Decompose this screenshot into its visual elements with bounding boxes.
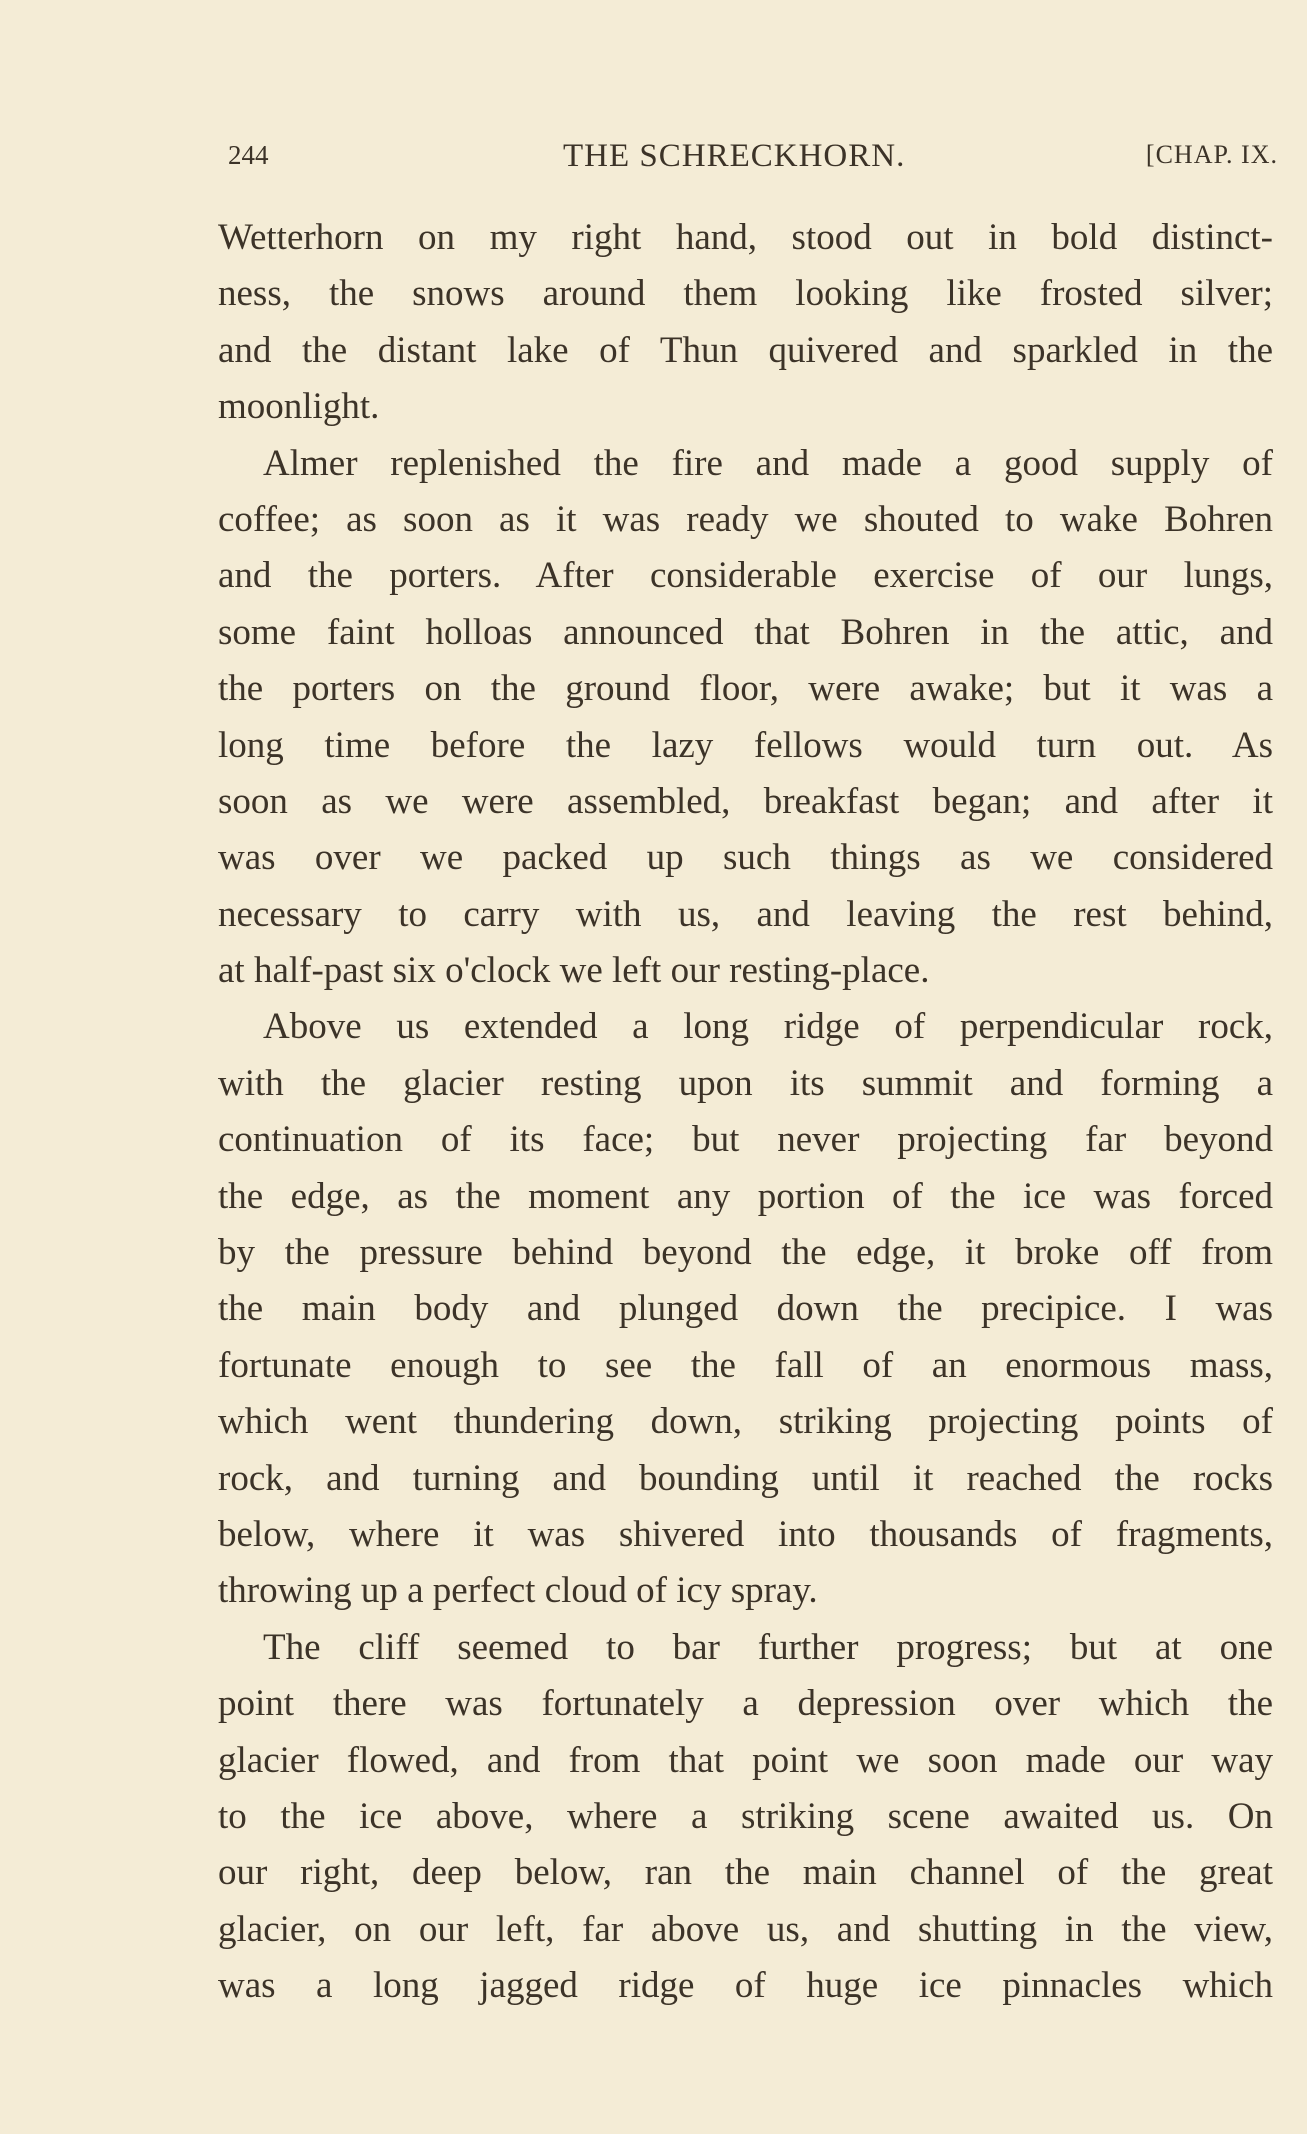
text-line: at half-past six o'clock we left our resting-place. [218, 950, 930, 992]
text-line: Wetterhorn on my right hand, stood out in bold distinct- [218, 217, 1273, 258]
chapter-label: [CHAP. IX. [1145, 140, 1278, 169]
text-line: and the distant lake of Thun quivered and sparkled in the [218, 329, 1273, 371]
text-line: with the glacier resting upon its summit and forming a [218, 1062, 1273, 1104]
running-header [228, 138, 1278, 178]
text-line: point there was fortunately a depression over which the [218, 1683, 1273, 1725]
text-line: by the pressure behind beyond the edge, it broke off from [218, 1232, 1273, 1274]
text-line: continuation of its face; but never projecting far beyond [218, 1119, 1273, 1161]
page-number: 244 [228, 140, 269, 170]
text-line: was a long jagged ridge of huge ice pinnacles which [218, 1965, 1273, 2007]
text-line: rock, and turning and bounding until it reached the rocks [218, 1457, 1273, 1499]
text-line: glacier, on our left, far above us, and shutting in the view, [218, 1908, 1273, 1950]
text-line: fortunate enough to see the fall of an enormous mass, [218, 1344, 1273, 1386]
text-line: moonlight. [218, 386, 380, 428]
text-line: necessary to carry with us, and leaving the rest behind, [218, 893, 1273, 935]
text-line: and the porters. After considerable exercise of our lungs, [218, 555, 1273, 597]
text-line: our right, deep below, ran the main channel of the great [218, 1852, 1273, 1894]
text-line: long time before the lazy fellows would turn out. As [218, 724, 1273, 766]
text-line: throwing up a perfect cloud of icy spray. [218, 1570, 818, 1612]
text-line: below, where it was shivered into thousands of fragments, [218, 1513, 1273, 1555]
text-line: ness, the snows around them looking like frosted silver; [218, 273, 1273, 315]
running-title: THE SCHRECKHORN. [563, 138, 906, 174]
body-text [218, 210, 1273, 2015]
text-line: the edge, as the moment any portion of the ice was forced [218, 1175, 1273, 1217]
text-line: Above us extended a long ridge of perpendicular rock, [263, 1006, 1273, 1048]
text-line: The cliff seemed to bar further progress; but at one [263, 1626, 1273, 1668]
text-line: Almer replenished the fire and made a good supply of [263, 442, 1273, 484]
text-line: some faint holloas announced that Bohren in the attic, and [218, 611, 1273, 653]
text-line: soon as we were assembled, breakfast began; and after it [218, 780, 1273, 822]
text-line: coffee; as soon as it was ready we shouted to wake Bohren [218, 498, 1273, 540]
text-line: which went thundering down, striking projecting points of [218, 1401, 1273, 1443]
text-line: to the ice above, where a striking scene awaited us. On [218, 1795, 1273, 1837]
text-line: was over we packed up such things as we considered [218, 837, 1273, 879]
text-line: the porters on the ground floor, were awake; but it was a [218, 668, 1273, 710]
text-line: the main body and plunged down the precipice. I was [218, 1288, 1273, 1330]
text-line: glacier flowed, and from that point we soon made our way [218, 1739, 1273, 1781]
